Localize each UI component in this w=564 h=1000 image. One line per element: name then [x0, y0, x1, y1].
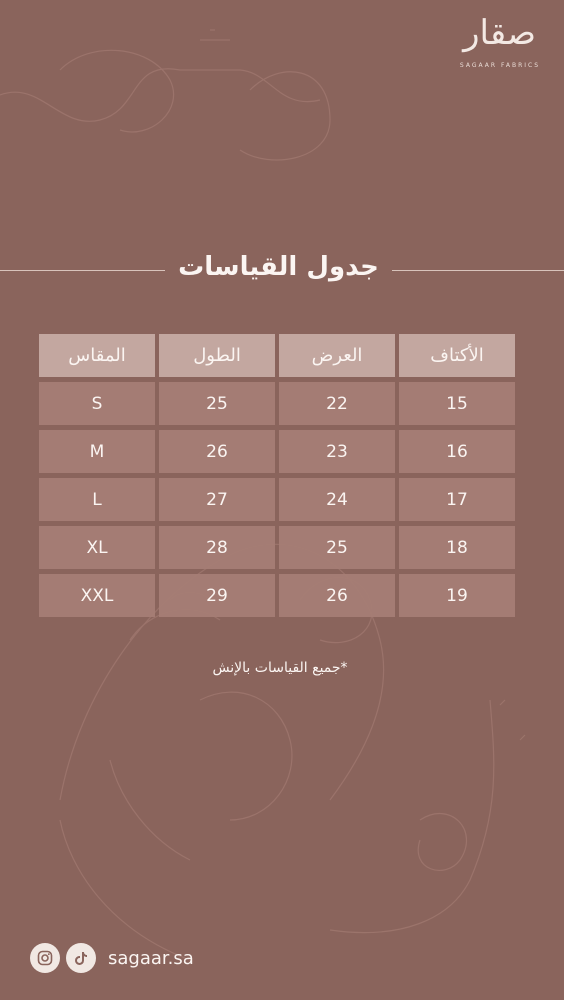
title-divider-left — [0, 270, 165, 271]
header-length: الطول — [159, 334, 275, 377]
cell-width: 25 — [279, 526, 395, 569]
cell-length: 25 — [159, 382, 275, 425]
footer-social — [30, 942, 194, 974]
table-row — [39, 430, 515, 473]
cell-shoulders: 16 — [399, 430, 515, 473]
header-shoulders: الأكتاف — [399, 334, 515, 377]
size-table — [39, 334, 515, 622]
table-row — [39, 526, 515, 569]
cell-size: M — [39, 430, 155, 473]
table-row — [39, 382, 515, 425]
logo-arabic-text: صقار — [463, 13, 536, 53]
title-row — [0, 250, 564, 290]
measurement-note: *جميع القياسات بالإنش — [212, 660, 348, 676]
tiktok-icon[interactable] — [66, 943, 96, 973]
cell-width: 26 — [279, 574, 395, 617]
instagram-icon[interactable] — [30, 943, 60, 973]
cell-size: L — [39, 478, 155, 521]
cell-width: 23 — [279, 430, 395, 473]
social-handle[interactable]: sagaar.sa — [108, 947, 194, 969]
table-row — [39, 574, 515, 617]
page-title: جدول القياسات — [178, 252, 379, 282]
header-width: العرض — [279, 334, 395, 377]
cell-shoulders: 15 — [399, 382, 515, 425]
cell-length: 28 — [159, 526, 275, 569]
cell-length: 29 — [159, 574, 275, 617]
table-row — [39, 478, 515, 521]
cell-length: 26 — [159, 430, 275, 473]
cell-size: S — [39, 382, 155, 425]
cell-width: 24 — [279, 478, 395, 521]
cell-width: 22 — [279, 382, 395, 425]
logo-subtitle: SAGAAR FABRICS — [459, 62, 540, 69]
cell-length: 27 — [159, 478, 275, 521]
cell-size: XXL — [39, 574, 155, 617]
table-header-row — [39, 334, 515, 377]
header-size: المقاس — [39, 334, 155, 377]
cell-size: XL — [39, 526, 155, 569]
cell-shoulders: 17 — [399, 478, 515, 521]
brand-logo — [448, 13, 540, 72]
cell-shoulders: 19 — [399, 574, 515, 617]
cell-shoulders: 18 — [399, 526, 515, 569]
title-divider-right — [392, 270, 564, 271]
